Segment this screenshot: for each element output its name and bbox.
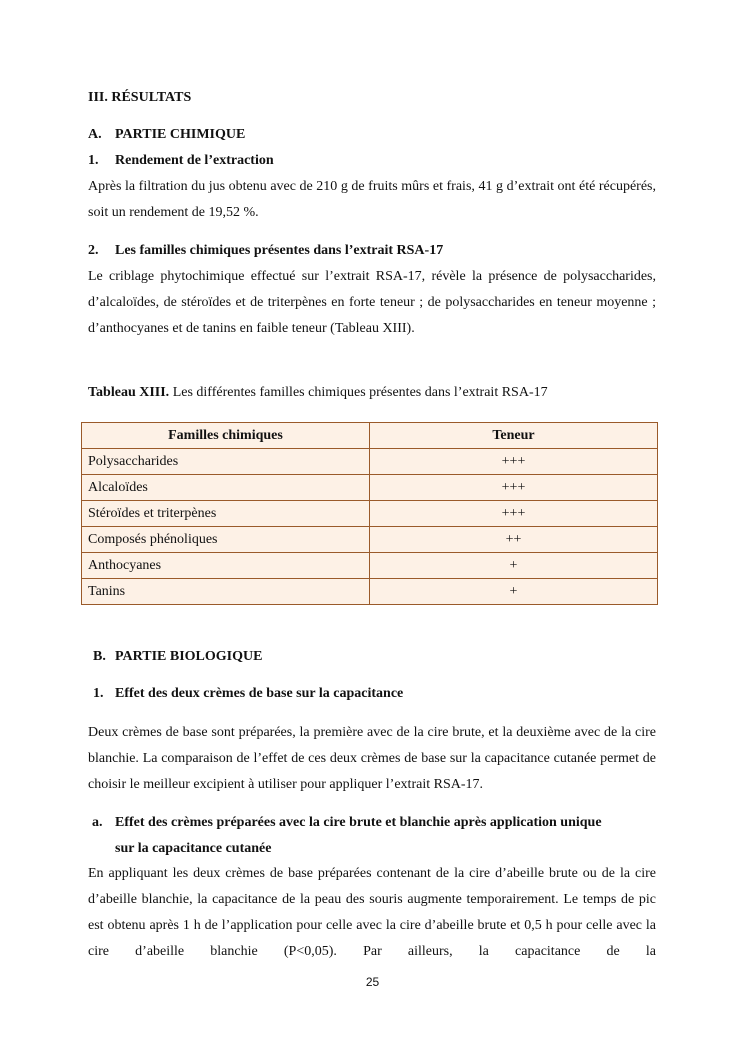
table-header-families: Familles chimiques [82, 423, 370, 449]
chemical-families-table [81, 422, 658, 605]
single-application-paragraph: En appliquant les deux crèmes de base préparées contenant de la cire d’abeille brute ou de la cire d’abeille blanchie, la capacitance de la peau des souris augmente temporairement. Le temps de pic est obtenu après 1 h de l’application pour celle avec la cire d’abeille brute et 0,5 h pour celle avec la cire d’abeille blanchie (P<0,05). Par ailleurs, la capacitance de la [88, 866, 656, 959]
subsection-1-title: Rendement de l’extraction [115, 153, 274, 168]
table-cell-family: Polysaccharides [82, 449, 370, 475]
part-b-title: PARTIE BIOLOGIQUE [115, 649, 263, 664]
table-cell-content: ++ [370, 527, 658, 553]
part-b-heading [93, 649, 661, 665]
part-a-title: PARTIE CHIMIQUE [115, 127, 246, 142]
subsection-a-letter: a. [92, 815, 103, 830]
part-b-subsection-1-heading [93, 686, 661, 702]
table-cell-family: Alcaloïdes [82, 475, 370, 501]
table-cell-content: + [370, 579, 658, 605]
page-number: 25 [365, 975, 380, 989]
subsection-1-number: 1. [88, 153, 99, 168]
table-cell-family: Anthocyanes [82, 553, 370, 579]
table-cell-content: + [370, 553, 658, 579]
yield-paragraph: Après la filtration du jus obtenu avec de 210 g de fruits mûrs et frais, 41 g d’extrait ont été récupérés, soit un rendement de 19,52 %. [88, 179, 656, 220]
part-b-letter: B. [93, 649, 106, 664]
subsection-a-title-line1: Effet des crèmes préparées avec la cire brute et blanchie après application unique [115, 815, 602, 830]
table-caption [88, 385, 656, 401]
part-b-subsection-1-number: 1. [93, 686, 104, 701]
table-caption-text: Les différentes familles chimiques présentes dans l’extrait RSA-17 [169, 385, 548, 400]
subsection-2-number: 2. [88, 243, 99, 258]
base-creams-paragraph: Deux crèmes de base sont préparées, la première avec de la cire brute, et la deuxième avec de la cire blanchie. La comparaison de l’effet de ces deux crèmes de base sur la capacitance cutanée permet de choisir le meilleur excipient à utiliser pour appliquer l’extrait RSA-17. [88, 725, 656, 792]
part-b-subsection-1-title: Effet des deux crèmes de base sur la capacitance [115, 686, 404, 701]
table-cell-family: Composés phénoliques [82, 527, 370, 553]
table-cell-content: +++ [370, 501, 658, 527]
table-row [82, 449, 658, 475]
table-row [82, 527, 658, 553]
table-cell-family: Tanins [82, 579, 370, 605]
subsection-2-title: Les familles chimiques présentes dans l’extrait RSA-17 [115, 243, 444, 258]
table-cell-content: +++ [370, 449, 658, 475]
table-row [82, 579, 658, 605]
part-a-letter: A. [88, 127, 102, 142]
table-caption-label: Tableau XIII. [88, 385, 170, 400]
table-cell-family: Stéroïdes et triterpènes [82, 501, 370, 527]
subsection-a-heading [92, 810, 656, 862]
section-title: III. RÉSULTATS [88, 90, 192, 105]
table-cell-content: +++ [370, 475, 658, 501]
table-row [82, 475, 658, 501]
table-row [82, 553, 658, 579]
screening-paragraph: Le criblage phytochimique effectué sur l’extrait RSA-17, révèle la présence de polysaccharides, d’alcaloïdes, de stéroïdes et de triterpènes en forte teneur ; de polysaccharides en teneur moyenne ; d’anthocyanes et de tanins en faible teneur (Tableau XIII). [88, 269, 656, 336]
table-header-row [82, 423, 658, 449]
table-header-content: Teneur [370, 423, 658, 449]
table-row [82, 501, 658, 527]
subsection-a-title-line2: sur la capacitance cutanée [115, 841, 272, 856]
subsection-2-heading [88, 243, 656, 259]
part-a-heading [88, 127, 656, 143]
subsection-1-heading [88, 153, 656, 169]
